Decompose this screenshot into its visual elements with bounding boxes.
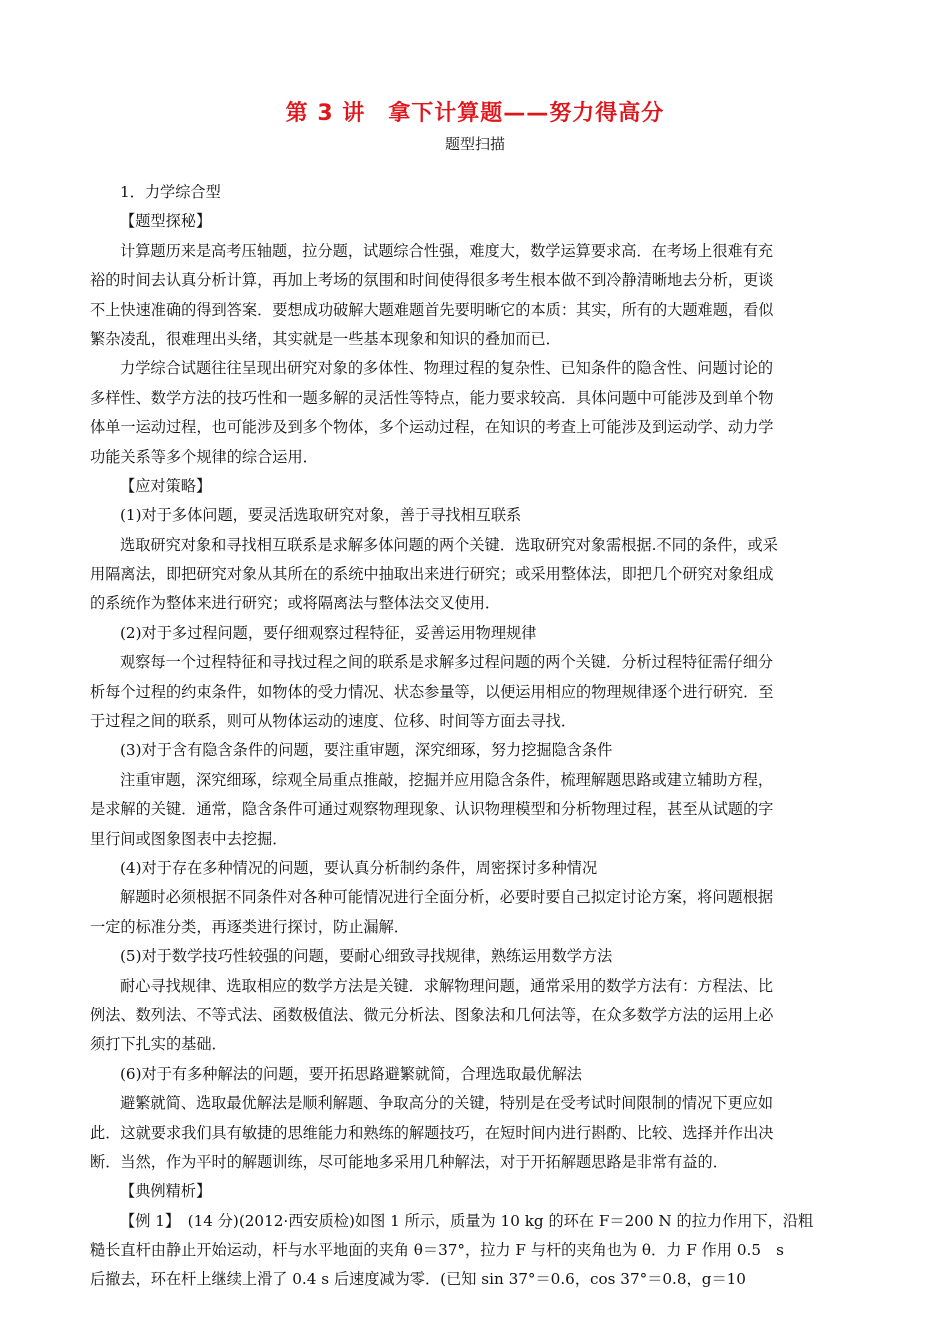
paragraph-line: 选取研究对象和寻找相互联系是求解多体问题的两个关键．选取研究对象需根据.不同的条件，或采 (120, 535, 778, 554)
paragraph-line: 计算题历来是高考压轴题，拉分题，试题综合性强，难度大，数学运算要求高．在考场上很难有充 (120, 241, 774, 260)
paragraph-line: 用隔离法，即把研究对象从其所在的系统中抽取出来进行研究；或采用整体法，即把几个研究对象组成 (90, 565, 774, 584)
paragraph-line: 是求解的关键．通常，隐含条件可通过观察物理现象、认识物理模型和分析物理过程，甚至从试题的字 (90, 800, 774, 819)
paragraph-line: 裕的时间去认真分析计算，再加上考场的氛围和时间使得很多考生根本做不到冷静清晰地去分析，更谈 (90, 271, 774, 290)
paragraph-line: 繁杂凌乱，很难理出头绪，其实就是一些基本现象和知识的叠加而已． (90, 329, 561, 348)
strategy-heading: (6)对于有多种解法的问题，要开拓思路避繁就简，合理选取最优解法 (120, 1064, 582, 1083)
bracket-heading: 【典例精析】 (120, 1182, 212, 1201)
paragraph-line: 此．这就要求我们具有敏捷的思维能力和熟练的解题技巧，在短时间内进行斟酌、比较、选择并作出决 (90, 1123, 774, 1142)
paragraph-line: 不上快速准确的得到答案．要想成功破解大题难题首先要明晰它的本质：其实，所有的大题难题，看似 (90, 300, 774, 319)
paragraph-line: 的系统作为整体来进行研究；或将隔离法与整体法交叉使用． (90, 594, 501, 613)
paragraph-line: 析每个过程的约束条件，如物体的受力情况、状态参量等，以便运用相应的物理规律逐个进行研究．至 (90, 682, 774, 701)
paragraph-line: 断．当然，作为平时的解题训练，尽可能地多采用几种解法，对于开拓解题思路是非常有益的． (90, 1152, 728, 1171)
strategy-heading: (2)对于多过程问题，要仔细观察过程特征，妥善运用物理规律 (120, 623, 537, 642)
example-line: 【例 1】 (14 分)(2012·西安质检)如图 1 所示，质量为 10 kg 的环在 F＝200 N 的拉力作用下，沿粗 (120, 1211, 814, 1230)
strategy-heading: (3)对于含有隐含条件的问题，要注重审题，深究细琢，努力挖掘隐含条件 (120, 741, 613, 760)
bracket-heading: 【应对策略】 (120, 476, 212, 495)
section-heading: 1．力学综合型 (120, 183, 221, 201)
paragraph-line: 须打下扎实的基础． (90, 1035, 227, 1054)
paragraph-line: 例法、数列法、不等式法、函数极值法、微元分析法、图象法和几何法等，在众多数学方法的运用上必 (90, 1005, 774, 1024)
strategy-heading: (4)对于存在多种情况的问题，要认真分析制约条件，周密探讨多种情况 (120, 858, 598, 877)
paragraph-line: 多样性、数学方法的技巧性和一题多解的灵活性等特点，能力要求较高．具体问题中可能涉及到单个物 (90, 388, 774, 407)
strategy-heading: (1)对于多体问题，要灵活选取研究对象，善于寻找相互联系 (120, 506, 522, 525)
paragraph-line: 注重审题，深究细琢，综观全局重点推敲，挖掘并应用隐含条件，梳理解题思路或建立辅助方程， (120, 770, 774, 789)
paragraph-line: 体单一运动过程，也可能涉及到多个物体，多个运动过程，在知识的考查上可能涉及到运动学、动力学 (90, 418, 774, 437)
document-body (90, 178, 880, 1295)
paragraph-line: 观察每一个过程特征和寻找过程之间的联系是求解多过程问题的两个关键．分析过程特征需仔细分 (120, 653, 774, 672)
paragraph-line: 避繁就简、选取最优解法是顺利解题、争取高分的关键，特别是在受考试时间限制的情况下更应如 (120, 1094, 774, 1113)
paragraph-line: 功能关系等多个规律的综合运用． (90, 447, 318, 466)
page-subtitle: 题型扫描 (444, 135, 505, 153)
paragraph-line: 于过程之间的联系，则可从物体运动的速度、位移、时间等方面去寻找． (90, 712, 576, 731)
paragraph-line: 里行间或图象图表中去挖掘． (90, 829, 288, 848)
bracket-heading: 【题型探秘】 (120, 212, 212, 231)
paragraph-line: 耐心寻找规律、选取相应的数学方法是关键．求解物理问题，通常采用的数学方法有：方程法、比 (120, 976, 774, 995)
paragraph-line: 一定的标准分类，再逐类进行探讨，防止漏解． (90, 917, 409, 936)
page-title: 第 3 讲 拿下计算题——努力得高分 (285, 101, 665, 126)
example-line: 后撤去，环在杆上继续上滑了 0.4 s 后速度减为零．(已知 sin 37°＝0.6，cos 37°＝0.8，g＝10 (90, 1270, 746, 1289)
example-line: 糙长直杆由静止开始运动，杆与水平地面的夹角 θ＝37°，拉力 F 与杆的夹角也为 θ．力 F 作用 0.5 s (90, 1241, 784, 1260)
paragraph-line: 力学综合试题往往呈现出研究对象的多体性、物理过程的复杂性、已知条件的隐含性、问题讨论的 (120, 359, 774, 378)
paragraph-line: 解题时必须根据不同条件对各种可能情况进行全面分析，必要时要自己拟定讨论方案，将问题根据 (120, 888, 774, 907)
strategy-heading: (5)对于数学技巧性较强的问题，要耐心细致寻找规律，熟练运用数学方法 (120, 947, 613, 966)
